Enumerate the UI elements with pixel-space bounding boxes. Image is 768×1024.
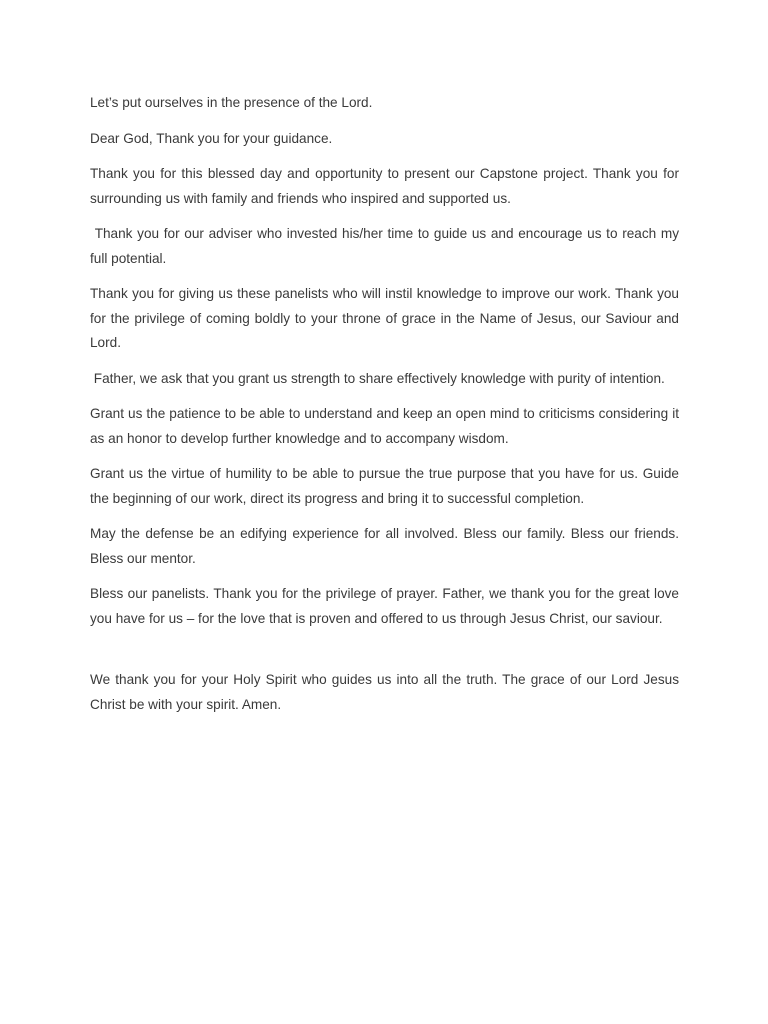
paragraph-thanks-adviser: Thank you for our adviser who invested his/her time to guide us and encourage us to reach my full potential.: [90, 226, 683, 266]
paragraph-defense: May the defense be an edifying experience for all involved. Bless our family. Bless our friends. Bless our mentor.: [90, 526, 683, 566]
paragraph-salutation: Dear God, Thank you for your guidance.: [90, 130, 333, 146]
prayer-text: [90, 91, 683, 728]
paragraph-opening: Let’s put ourselves in the presence of the Lord.: [90, 95, 373, 110]
paragraph-thanks-panelists: Thank you for giving us these panelists who will instil knowledge to improve our work. Thank you for the privilege of coming boldly to your throne of grace in the Name of Jesus, our Saviour and Lord.: [90, 286, 683, 350]
paragraph-closing: We thank you for your Holy Spirit who guides us into all the truth. The grace of our Lord Jesus Christ be with your spirit. Amen.: [90, 672, 683, 712]
paragraph-thanks-day: Thank you for this blessed day and opportunity to present our Capstone project. Thank you for surrounding us with family and friends who inspired and supported us.: [90, 166, 683, 206]
paragraph-humility: Grant us the virtue of humility to be able to pursue the true purpose that you have for us. Guide the beginning of our work, direct its progress and bring it to successful completion.: [90, 466, 683, 506]
paragraph-bless-panelists: Bless our panelists. Thank you for the privilege of prayer. Father, we thank you for the great love you have for us – for the love that is proven and offered to us through Jesus Christ, our saviour.: [90, 586, 683, 626]
paragraph-strength: Father, we ask that you grant us strength to share effectively knowledge with purity of intention.: [90, 370, 665, 386]
paragraph-patience: Grant us the patience to be able to understand and keep an open mind to criticisms considering it as an honor to develop further knowledge and to accompany wisdom.: [90, 406, 683, 446]
